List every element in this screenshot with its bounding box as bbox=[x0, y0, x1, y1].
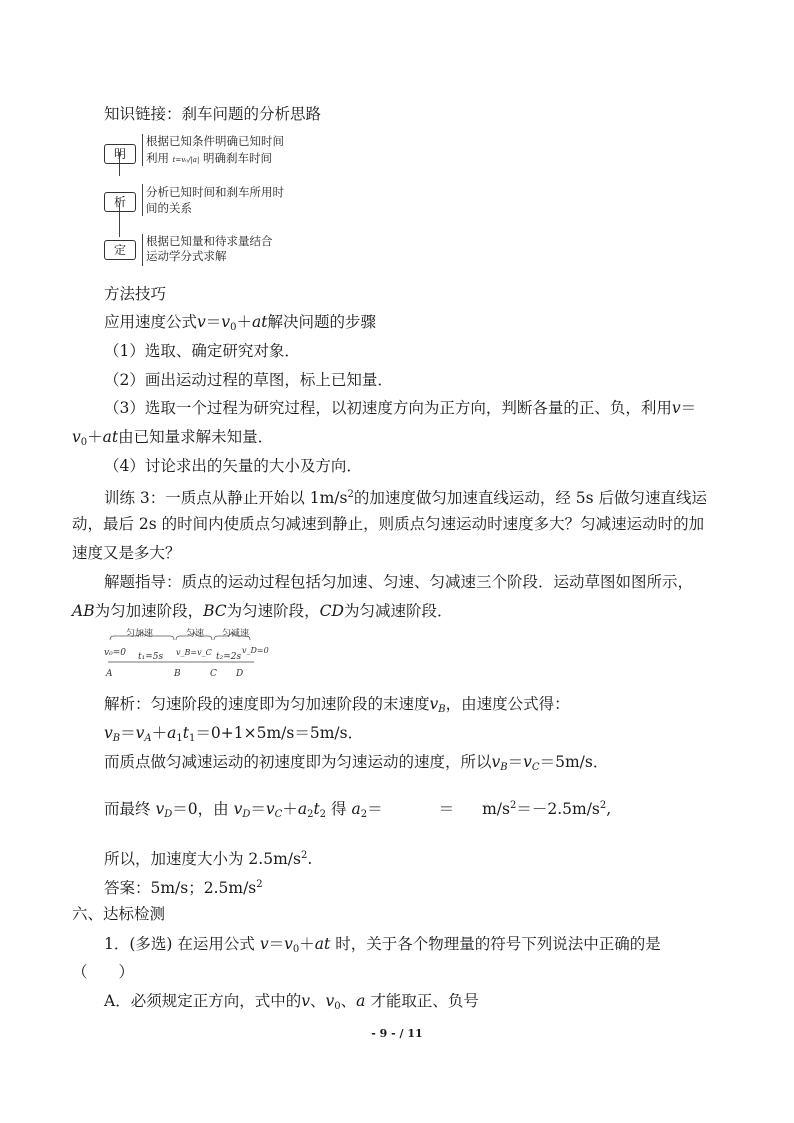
step-3-cont: $v_0+at$由已知量求解未知量． bbox=[72, 428, 274, 448]
flow-step-label: 明 bbox=[104, 144, 136, 164]
segment-label: 匀减速 bbox=[222, 629, 250, 639]
point-value: v₀=0 bbox=[104, 648, 126, 658]
step-4: （4）讨论求出的矢量的大小及方向． bbox=[104, 457, 362, 475]
flow-step-label: 析 bbox=[104, 192, 136, 212]
question-1-bracket: （ ） bbox=[72, 963, 135, 981]
flow-step-text: 间的关系 bbox=[146, 201, 192, 215]
analysis-eq: $v_B=v_A+a_1t_1=0+1\times 5m/s=5m/s$． bbox=[104, 724, 364, 744]
analysis-final: 而最终 $v_D=0$，由 $v_D=v_C+a_2t_2$ 得 $a_2= = m/s^2=-2.5m/s^2$, bbox=[104, 800, 612, 820]
knowledge-link-heading: 知识链接：刹车问题的分析思路 bbox=[104, 105, 322, 123]
time-label: t₁=5s bbox=[138, 652, 164, 662]
training-3-cont: 速度又是多大？ bbox=[72, 544, 181, 562]
option-a: A．必须规定正方向，式中的v、$v_0$、a 才能取正、负号 bbox=[104, 992, 479, 1012]
analysis: 解析：匀速阶段的速度即为匀加速阶段的末速度$v_B$，由速度公式得： bbox=[104, 695, 570, 715]
training-3-cont: 动，最后 2s 的时间内使质点匀减速到静止，则质点匀速运动时速度多大？匀减速运动时的加 bbox=[72, 515, 705, 533]
step-2: （2）画出运动过程的草图，标上已知量． bbox=[104, 371, 393, 389]
point-value: v_B=v_C bbox=[176, 648, 212, 657]
flow-step-text: 根据已知条件明确已知时间 bbox=[146, 134, 284, 148]
motion-sketch bbox=[104, 626, 269, 682]
braking-flowchart bbox=[104, 132, 324, 268]
training-3: 训练 3：一质点从静止开始以 $1m/s^2$的加速度做匀加速直线运动，经 5s 后做匀速直线运 bbox=[104, 489, 707, 507]
point-label: B bbox=[174, 669, 181, 679]
section-title: 六、达标检测 bbox=[72, 905, 166, 923]
method-title: 方法技巧 bbox=[104, 285, 167, 303]
guide-cont: AB为匀加速阶段，BC为匀速阶段，CD为匀减速阶段． bbox=[72, 602, 453, 620]
segment-label: 匀速 bbox=[186, 629, 205, 639]
point-value: v_D=0 bbox=[242, 646, 269, 655]
point-label: C bbox=[210, 669, 217, 679]
method-subtitle: 应用速度公式$v=v_0+at$解决问题的步骤 bbox=[104, 313, 376, 333]
flow-step-label: 定 bbox=[104, 240, 136, 260]
analysis-cont: 而质点做匀减速运动的初速度即为匀速运动的速度，所以$v_B=v_C=5m/s$． bbox=[104, 753, 609, 773]
step-1: （1）选取、确定研究对象． bbox=[104, 342, 300, 360]
flow-step-text: 根据已知量和待求量结合 bbox=[146, 234, 273, 248]
flow-step-text: 分析已知时间和刹车所用时 bbox=[146, 185, 284, 199]
guide: 解题指导：质点的运动过程包括匀加速、匀速、匀减速三个阶段．运动草图如图所示， bbox=[104, 573, 694, 591]
time-label: t₂=2s bbox=[216, 652, 242, 662]
point-label: A bbox=[106, 669, 113, 679]
analysis-conclusion: 所以，加速度大小为 $2.5m/s^2$. bbox=[104, 850, 313, 868]
page-number: - 9 - / 11 bbox=[371, 1027, 423, 1040]
flow-step-text: 运动学分式求解 bbox=[146, 249, 227, 263]
question-1: 1．(多选) 在运用公式 $v=v_0+at$ 时，关于各个物理量的符号下列说法中正确的是 bbox=[104, 935, 661, 955]
answer: 答案：5m/s；$2.5m/s^2$ bbox=[104, 879, 263, 897]
flow-step-text: 利用 t=v₀/|a| 明确刹车时间 bbox=[146, 151, 272, 165]
point-label: D bbox=[236, 669, 244, 679]
segment-label: 匀加速 bbox=[126, 629, 154, 639]
step-3: （3）选取一个过程为研究过程，以初速度方向为正方向，判断各量的正、负，利用v＝ bbox=[104, 399, 697, 417]
